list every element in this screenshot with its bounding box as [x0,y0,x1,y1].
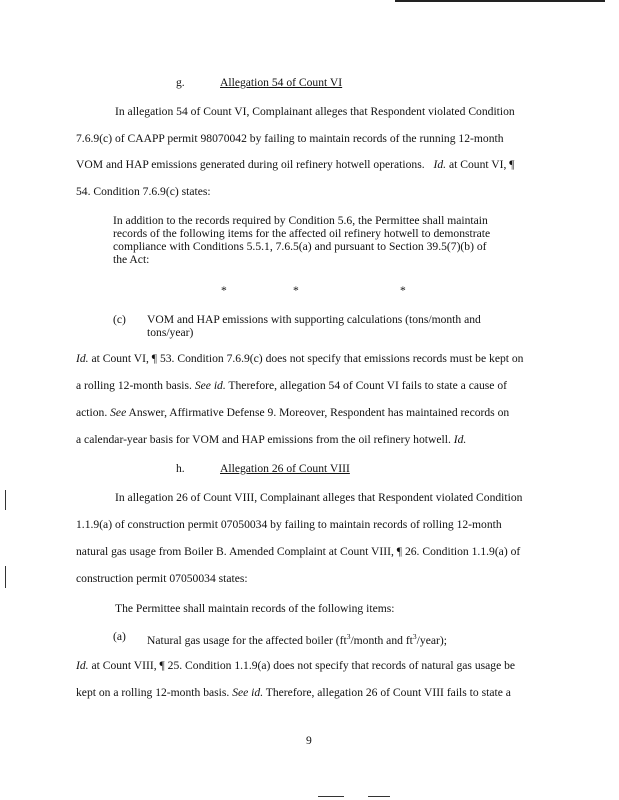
quote-line: In addition to the records required by Condition 5.6, the Permittee shall maintain [113,214,488,227]
section-heading-g: Allegation 54 of Count VI [220,76,343,89]
text-run: at Count VIII, ¶ 25. Condition 1.1.9(a) does not specify that records of natural gas usage be [88,659,516,672]
paragraph-line: 7.6.9(c) of CAAPP permit 98070042 by failing to maintain records of the running 12-month [76,132,504,145]
ellipsis-star: * [400,284,406,297]
text-run: at Count VI, ¶ 53. Condition 7.6.9(c) does not specify that emissions records must be kept on [88,352,524,365]
paragraph-line: construction permit 07050034 states: [76,572,248,585]
citation-id: Id. [433,158,447,171]
page-number: 9 [306,734,312,747]
citation-id: Id. [453,433,467,446]
paragraph-line: natural gas usage from Boiler B. Amended Complaint at Count VIII, ¶ 26. Condition 1.1.9(a) of [76,545,521,558]
text-run: Therefore, allegation 54 of Count VI fails to state a cause of [225,379,508,392]
scan-top-edge [395,0,605,2]
paragraph-line [76,406,509,420]
paragraph-line [76,686,511,700]
section-letter-h: h. [176,462,185,475]
paragraph-line: 1.1.9(a) of construction permit 07050034 by failing to maintain records of rolling 12-month [76,518,502,531]
quote-line: VOM and HAP emissions with supporting calculations (tons/month and [147,313,481,326]
item-letter-c: (c) [113,313,126,326]
quote-line: the Act: [113,253,150,266]
quote-line: compliance with Conditions 5.5.1, 7.6.5(a) and pursuant to Section 39.5(7)(b) of [113,240,487,253]
ellipsis-star: * [293,284,299,297]
scan-margin-mark [5,566,6,588]
paragraph-line [76,659,515,673]
paragraph-line [76,379,507,393]
paragraph-line [76,158,515,172]
text-run: /month and ft [350,633,413,647]
text-run: kept on a rolling 12-month basis. [76,686,233,699]
citation-see: See id. [232,686,264,699]
paragraph-line [76,433,466,447]
quote-line: records of the following items for the affected oil refinery hotwell to demonstrate [113,227,491,240]
ellipsis-star: * [221,284,227,297]
text-run: Natural gas usage for the affected boiler (ft [147,633,347,647]
superscript: 3 [346,632,351,641]
quote-line [147,630,447,648]
paragraph-line: In allegation 26 of Count VIII, Complainant alleges that Respondent violated Condition [115,491,523,504]
scan-bottom-mark [368,796,390,797]
section-letter-g: g. [176,76,185,89]
quote-line: The Permittee shall maintain records of the following items: [115,602,395,615]
section-heading-h: Allegation 26 of Count VIII [220,462,350,475]
scan-margin-mark [5,490,6,510]
text-run: /year); [416,633,447,647]
paragraph-line: 54. Condition 7.6.9(c) states: [76,185,211,198]
text-run: at Count VI, ¶ [446,158,515,171]
citation-id: Id. [76,352,89,365]
citation-id: Id. [76,659,89,672]
scan-bottom-mark [318,796,344,797]
text-run: a rolling 12-month basis. [76,379,195,392]
paragraph-line [76,352,523,366]
text-run: VOM and HAP emissions generated during oil refinery hotwell operations. [76,158,425,171]
text-run: a calendar-year basis for VOM and HAP emissions from the oil refinery hotwell. [76,433,454,446]
quote-line: tons/year) [147,326,194,339]
item-letter-a: (a) [113,630,126,643]
citation-see: See [110,406,127,419]
text-run: Therefore, allegation 26 of Count VIII fails to state a [263,686,511,699]
text-run: Answer, Affirmative Defense 9. Moreover, Respondent has maintained records on [126,406,510,419]
paragraph-line: In allegation 54 of Count VI, Complainant alleges that Respondent violated Condition [115,105,515,118]
citation-see: See id. [194,379,226,392]
superscript: 3 [412,632,417,641]
text-run: action. [76,406,111,419]
